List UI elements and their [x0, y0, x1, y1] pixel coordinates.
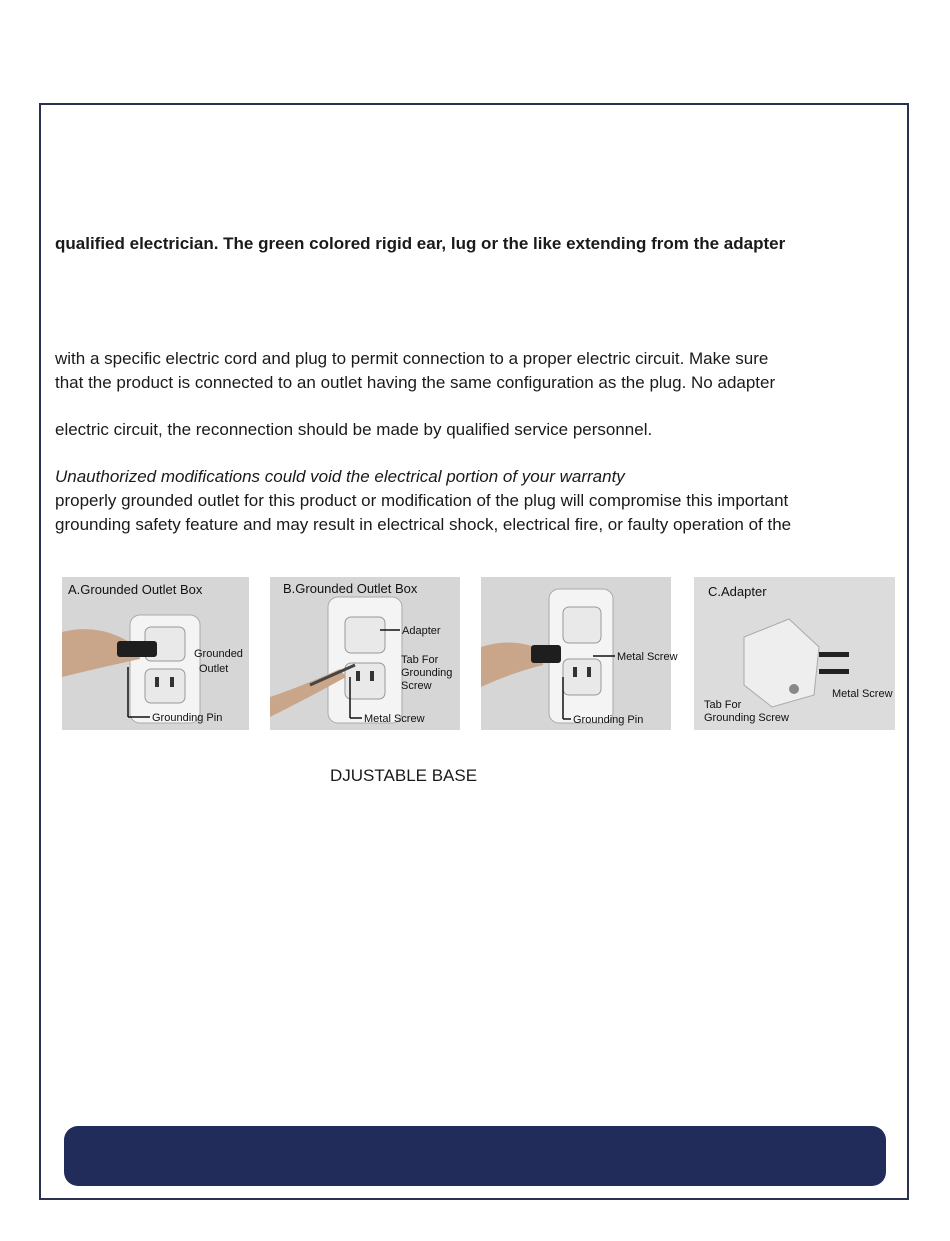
text-line: properly grounded outlet for this product or modification of the plug will compromise this important — [55, 491, 789, 510]
figure-label: Grounding Screw — [704, 712, 789, 724]
figure-label: Metal Screw — [832, 688, 893, 700]
figure-title: A.Grounded Outlet Box — [68, 582, 203, 597]
figure-grounded-outlet-c — [481, 577, 678, 730]
figure-label: Adapter — [402, 625, 441, 637]
text-line: grounding safety feature and may result in electrical shock, electrical fire, or faulty operation of the — [55, 515, 792, 534]
figure-label: Metal Screw — [617, 651, 678, 663]
figure-grounded-outlet-b — [270, 577, 460, 730]
figure-title: C.Adapter — [708, 584, 767, 599]
figure-label: Grounding Pin — [152, 712, 223, 724]
figure-label: Tab For — [704, 699, 742, 711]
text-line: that the product is connected to an outlet having the same configuration as the plug. No adapter — [55, 373, 776, 392]
text-line: electric circuit, the reconnection should be made by qualified service personnel. — [55, 420, 653, 439]
figure-label: Grounded — [194, 648, 243, 660]
text-line: qualified electrician. The green colored rigid ear, lug or the like extending from the adapter — [55, 234, 786, 253]
footer-bar — [64, 1126, 886, 1186]
figure-label: Outlet — [199, 663, 229, 675]
figure-grounded-outlet-a — [62, 577, 249, 730]
text-line: with a specific electric cord and plug to permit connection to a proper electric circuit. Make sure — [55, 349, 769, 368]
figure-label: Tab For — [401, 654, 439, 666]
figure-label: Metal Screw — [364, 713, 425, 725]
figure-label: Screw — [401, 680, 432, 692]
figure-label: Grounding — [401, 667, 453, 679]
warranty-notice: Unauthorized modifications could void the electrical portion of your warranty — [55, 467, 625, 486]
figure-label: Grounding Pin — [573, 714, 644, 726]
figure-title: B.Grounded Outlet Box — [283, 581, 418, 596]
section-heading: DJUSTABLE BASE — [330, 766, 478, 785]
figure-adapter — [694, 577, 895, 730]
